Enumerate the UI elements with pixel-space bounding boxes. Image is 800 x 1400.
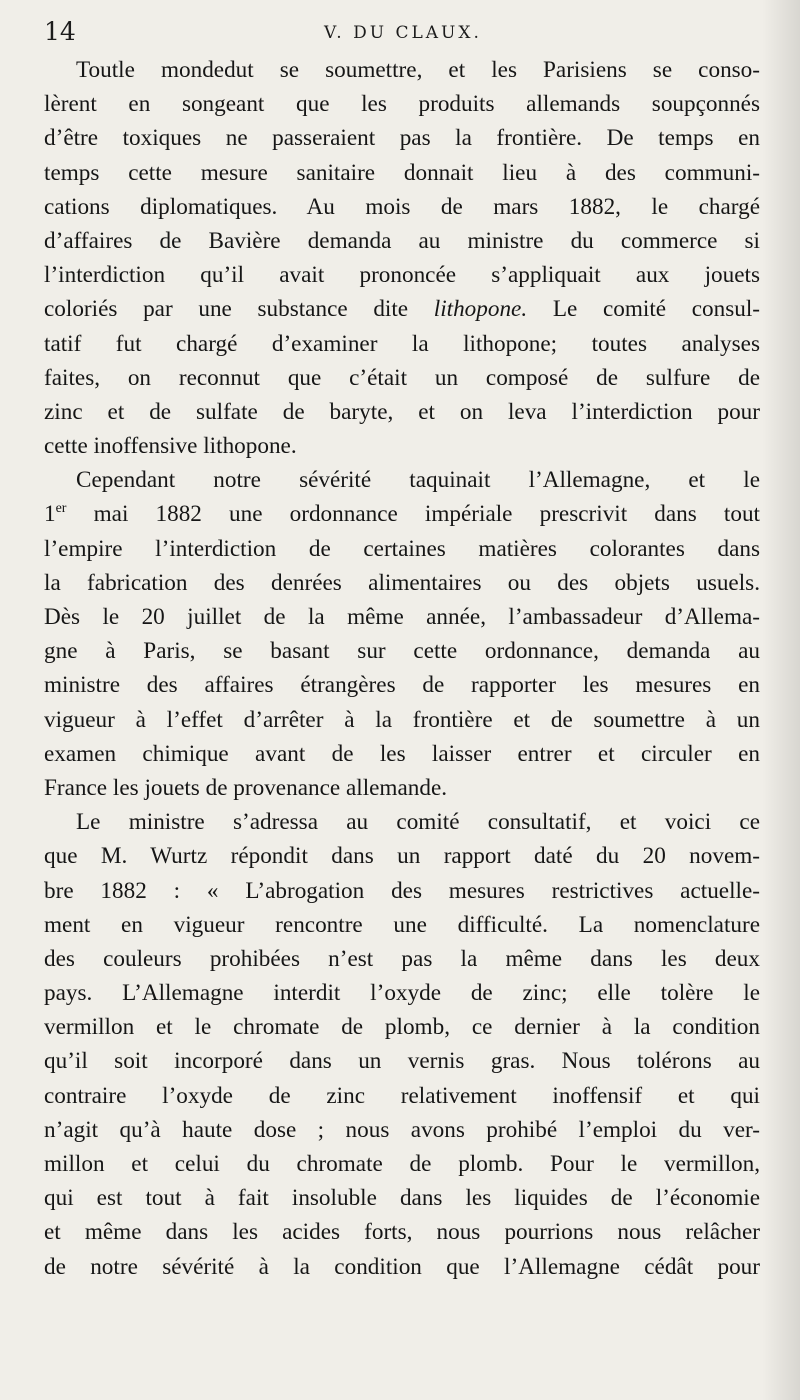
text-line: la fabrication des denrées alimentaires ou des objets usuels. (44, 569, 760, 596)
text-line: n’agit qu’à haute dose ; nous avons prohibé l’emploi du ver- (44, 1116, 760, 1143)
running-header (44, 14, 759, 54)
text-line: qui est tout à fait insoluble dans les liquides de l’économie (44, 1185, 760, 1212)
text-line: cette inoffensive lithopone. (44, 433, 297, 460)
text-line: des couleurs prohibées n’est pas la même dans les deux (44, 945, 760, 972)
text-line: faites, on reconnut que c’était un composé de sulfure de (44, 364, 760, 391)
text-line: cations diplomatiques. Au mois de mars 1882, le chargé (44, 193, 760, 220)
superscript: er (55, 501, 67, 517)
page-edge-shadow (762, 0, 800, 1400)
text-line: temps cette mesure sanitaire donnait lieu à des communi- (44, 159, 760, 186)
text-line: Dès le 20 juillet de la même année, l’ambassadeur d’Allema- (44, 604, 760, 630)
text-line: bre 1882 : « L’abrogation des mesures restrictives actuelle- (44, 877, 760, 904)
text-line: examen chimique avant de les laisser entrer et circuler en (44, 740, 760, 767)
text-line (44, 292, 760, 326)
page-number: 14 (44, 17, 76, 46)
text-line: l’empire l’interdiction de certaines matières colorantes dans (44, 535, 760, 562)
text-line (44, 497, 760, 531)
italic-term: lithopone. (433, 296, 528, 323)
text-line: ment en vigueur rencontre une difficulté. La nomenclature (44, 911, 760, 938)
text-line: millon et celui du chromate de plomb. Pour le vermillon, (44, 1151, 760, 1177)
text-line: France les jouets de provenance allemande. (44, 774, 448, 801)
text-line: tatif fut chargé d’examiner la lithopone; toutes analyses (44, 330, 760, 357)
body-text (44, 53, 760, 1284)
text-line: Le ministre s’adressa au comité consultatif, et voici ce (76, 809, 760, 836)
text-line: vigueur à l’effet d’arrêter à la frontière et de soumettre à un (44, 706, 760, 733)
text-line: Cependant notre sévérité taquinait l’Allemagne, et le (76, 467, 760, 494)
text-line: Toutle mondedut se soumettre, et les Parisiens se conso- (76, 57, 760, 83)
text-line: vermillon et le chromate de plomb, ce dernier à la condition (44, 1014, 760, 1041)
text-segment: Le comité consul- (552, 296, 760, 323)
text-line: d’être toxiques ne passeraient pas la frontière. De temps en (44, 125, 760, 152)
text-line: zinc et de sulfate de baryte, et on leva l’interdiction pour (44, 398, 760, 425)
text-line: lèrent en songeant que les produits allemands soupçonnés (44, 91, 760, 118)
text-line: gne à Paris, se basant sur cette ordonnance, demanda au (44, 638, 760, 665)
text-line: que M. Wurtz répondit dans un rapport daté du 20 novem- (44, 843, 760, 870)
date-number: 1 (44, 501, 56, 528)
text-line: contraire l’oxyde de zinc relativement inoffensif et qui (44, 1082, 760, 1109)
text-line: pays. L’Allemagne interdit l’oxyde de zinc; elle tolère le (44, 980, 760, 1007)
text-line: l’interdiction qu’il avait prononcée s’appliquait aux jouets (44, 262, 760, 289)
text-line: d’affaires de Bavière demanda au ministre du commerce si (44, 227, 760, 254)
running-title: V. DU CLAUX. (324, 23, 482, 43)
text-segment: coloriés par une substance dite (44, 296, 409, 323)
text-segment: mai 1882 une ordonnance impériale prescrivit dans tout (93, 501, 761, 528)
text-line: et même dans les acides forts, nous pourrions nous relâcher (44, 1219, 760, 1246)
text-line: ministre des affaires étrangères de rapporter les mesures en (44, 672, 760, 699)
text-line: qu’il soit incorporé dans un vernis gras. Nous tolérons au (44, 1048, 760, 1075)
text-line: de notre sévérité à la condition que l’Allemagne cédât pour (44, 1253, 760, 1280)
